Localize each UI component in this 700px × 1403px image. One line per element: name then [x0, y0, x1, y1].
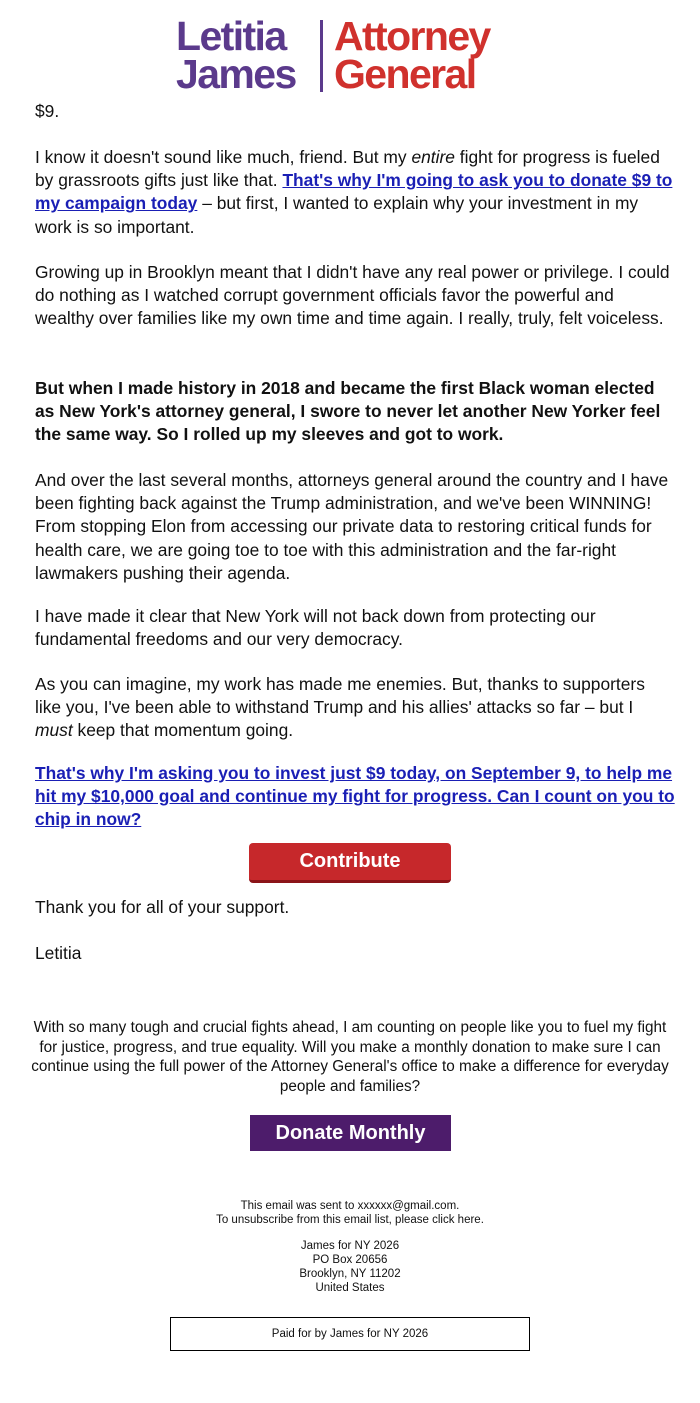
footer-po-box: PO Box 20656	[312, 1254, 388, 1266]
paragraph-intro-text-b: fight for progress is fueled by grassroots gifts just like that.	[35, 147, 660, 191]
logo-name	[176, 13, 314, 97]
ask-link[interactable]: That's why I'm asking you to invest just $9 today, on September 9, to help me hit my $10,000 goal and continue my fight for progress. Can I count on you to chip in now?	[35, 763, 675, 830]
logo-title-line1: Attorney	[334, 13, 490, 59]
logo-title-line2: General	[334, 51, 476, 97]
campaign-logo	[176, 13, 526, 97]
footer-notice	[100, 1199, 600, 1227]
paragraph-intro-emphasis: entire	[411, 147, 455, 167]
paragraph-enemies-text-b: keep that momentum going.	[72, 720, 294, 741]
paragraph-new-york: I have made it clear that New York will not back down from protecting our fundamental freedoms and our very democracy.	[35, 606, 596, 650]
contribute-button[interactable]: Contribute	[249, 843, 451, 883]
paragraph-brooklyn: Growing up in Brooklyn meant that I didn't have any real power or privilege. I could do nothing as I watched corrupt government officials favor the powerful and wealthy over families like my own time and time again. I really, truly, felt voiceless.	[35, 262, 670, 329]
paragraph-ask	[35, 762, 675, 832]
paragraph-enemies	[35, 673, 675, 743]
signature: Letitia	[35, 943, 82, 963]
paid-for-disclaimer: Paid for by James for NY 2026	[170, 1317, 530, 1351]
paragraph-enemies-emphasis: must	[35, 720, 73, 741]
footer-address	[100, 1239, 600, 1295]
logo-last-name: James	[176, 51, 296, 97]
paragraph-enemies-text-a: As you can imagine, my work has made me enemies. But, thanks to supporters like you, I've been able to withstand Trump and his allies' attacks so far – but I	[35, 674, 645, 718]
footer-country: United States	[315, 1282, 385, 1294]
logo-title	[334, 13, 534, 97]
donate-monthly-button[interactable]: Donate Monthly	[250, 1115, 451, 1151]
footer-city: Brooklyn, NY 11202	[299, 1268, 401, 1280]
paragraph-intro	[35, 146, 675, 239]
amount-intro: $9.	[35, 101, 60, 121]
logo-divider	[320, 20, 323, 92]
paragraph-intro-text-a: I know it doesn't sound like much, friend. But my	[35, 147, 412, 167]
logo-first-name: Letitia	[176, 13, 286, 59]
footer-sent-to: This email was sent to xxxxxx@gmail.com.	[240, 1200, 460, 1212]
footer-org: James for NY 2026	[300, 1240, 400, 1252]
monthly-appeal: With so many tough and crucial fights ahead, I am counting on people like you to fuel my fight for justice, progress, and true equality. Will you make a monthly donation to make sure I can continue using the full power of the Attorney General's office to make a difference for everyday people and families?	[31, 1019, 669, 1095]
unsubscribe-link[interactable]: To unsubscribe from this email list, please click here.	[216, 1214, 484, 1226]
paragraph-history: But when I made history in 2018 and became the first Black woman elected as New York's attorney general, I swore to never let another New Yorker feel the same way. So I rolled up my sleeves and got to work.	[35, 378, 661, 445]
paragraph-intro-text-c: – but first, I wanted to explain why your investment in my work is so important.	[35, 193, 639, 237]
paragraph-fighting-back: And over the last several months, attorneys general around the country and I have been fighting back against the Trump administration, and we've been WINNING! From stopping Elon from accessing our private data to restoring critical funds for health care, we are going toe to toe with this administration and the far-right lawmakers pushing their agenda.	[35, 470, 669, 583]
donate-link-inline[interactable]: That's why I'm going to ask you to donate $9 to my campaign today	[35, 170, 673, 214]
thanks-line: Thank you for all of your support.	[35, 897, 290, 917]
